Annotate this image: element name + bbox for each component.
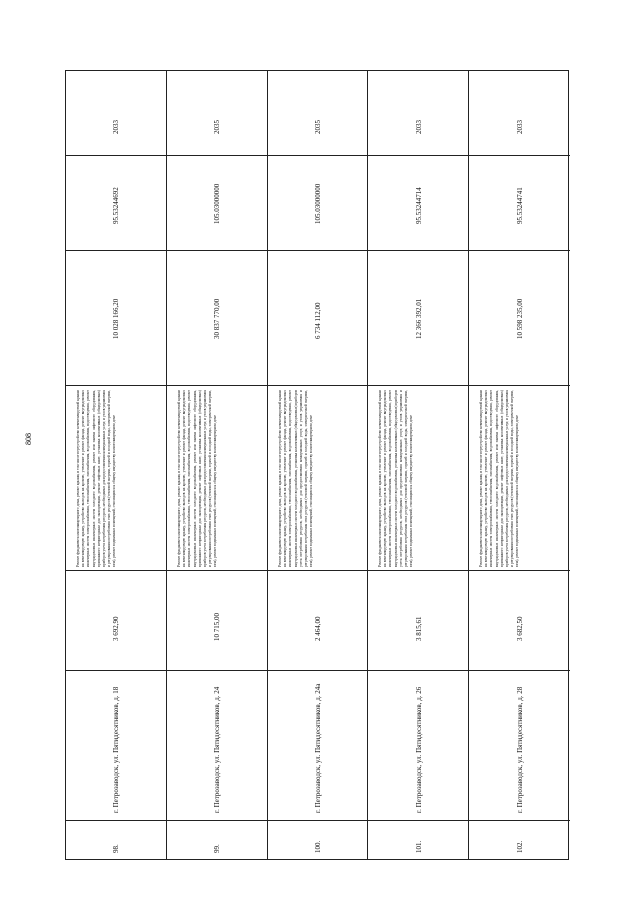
num-text: 99. <box>213 844 222 853</box>
cell-area <box>469 571 570 671</box>
cell-year <box>268 71 368 156</box>
cell-kbk <box>469 156 570 251</box>
kbk-text: 95.53244692 <box>112 186 121 224</box>
cell-area <box>167 571 267 671</box>
cell-address <box>469 671 570 821</box>
description-text: Ремонт фундамента многоквартирного дома, ремонт крыши, в том числе переустройство невентилируемой крыши на вентилируемую крышу, устройство выходов на кровлю, утепление и ремонт фасада, ремонт внутридомовых инженерных систем электроснабжения, теплоснабжения, газоснабжения, водоснабжения, водоотведения, ремонт внутридомовых инженерных систем холодного водоснабжения, ремонт или замена лифтового оборудования, признанного непригодным для эксплуатации, ремонт лифтовых шахт, установка коллективных (общедомовых) приборов учета потребления ресурсов, необходимых для предоставления коммунальных услуг, и узлов управления и регулирования потребления этих ресурсов (тепловой энергии, горячей и холодной воды, электрической энергии, газа), ремонт подвальных помещений, относящихся к общему имуществу в многоквартирном доме <box>176 390 218 567</box>
works-table <box>65 70 569 860</box>
area-text: 2 464,00 <box>313 616 322 641</box>
description-text: Ремонт фундамента многоквартирного дома, ремонт крыши, в том числе переустройство невентилируемой крыши на вентилируемую крышу, устройство выходов на кровлю, утепление и ремонт фасада, ремонт внутридомовых инженерных систем электроснабжения, теплоснабжения, газоснабжения, водоснабжения, водоотведения, ремонт внутридомовых инженерных систем холодного водоснабжения, установка коллективных (общедомовых) приборов учета потребления ресурсов, необходимых для предоставления коммунальных услуг, и узлов управления и регулирования потребления этих ресурсов (тепловой энергии, горячей и холодной воды, электрической энергии, газа), ремонт подвальных помещений, относящихся к общему имуществу в многоквартирном доме <box>378 390 414 567</box>
num-text: 98. <box>112 844 121 853</box>
area-text: 10 715,00 <box>213 613 222 641</box>
cell-address <box>368 671 468 821</box>
year-text: 2033 <box>112 119 121 134</box>
table-row <box>368 71 469 859</box>
cell-cost <box>368 251 468 386</box>
address-text: г. Петрозаводск, ул. Пятидесятников, д. 26 <box>414 686 423 813</box>
description-text: Ремонт фундамента многоквартирного дома, ремонт крыши, в том числе переустройство невентилируемой крыши на вентилируемую крышу, устройство выходов на кровлю, утепление и ремонт фасада, ремонт внутридомовых инженерных систем электроснабжения, теплоснабжения, газоснабжения, водоснабжения, водоотведения, ремонт внутридомовых инженерных систем холодного водоснабжения, ремонт или замена лифтового оборудования, признанного непригодным для эксплуатации, ремонт лифтовых шахт, установка коллективных (общедомовых) приборов учета потребления ресурсов, необходимых для предоставления коммунальных услуг, и узлов управления и регулирования потребления этих ресурсов (тепловой энергии, горячей и холодной воды, электрической энергии, газа), ремонт подвальных помещений, относящихся к общему имуществу в многоквартирном доме <box>479 390 520 567</box>
year-text: 2033 <box>515 119 524 134</box>
cell-address <box>167 671 267 821</box>
cost-text: 10 598 235,00 <box>515 298 524 339</box>
address-text: г. Петрозаводск, ул. Пятидесятников, д. 28 <box>515 686 524 813</box>
cell-area <box>368 571 468 671</box>
cell-num <box>268 821 368 861</box>
year-text: 2035 <box>313 119 322 134</box>
table-row <box>167 71 268 859</box>
table-row <box>66 71 167 859</box>
cell-area <box>268 571 368 671</box>
cell-address <box>66 671 166 821</box>
cell-num <box>469 821 570 861</box>
page-number: 808 <box>24 433 33 445</box>
cell-cost <box>469 251 570 386</box>
cell-kbk <box>268 156 368 251</box>
kbk-text: 95.53244741 <box>515 186 524 224</box>
description-text: Ремонт фундамента многоквартирного дома, ремонт крыши, в том числе переустройство невентилируемой крыши на вентилируемую крышу, устройство выходов на кровлю, утепление и ремонт фасада, ремонт внутридомовых инженерных систем электроснабжения, теплоснабжения, газоснабжения, водоснабжения, водоотведения, ремонт внутридомовых инженерных систем холодного водоснабжения, установка коллективных (общедомовых) приборов учета потребления ресурсов, необходимых для предоставления коммунальных услуг, и узлов управления и регулирования потребления этих ресурсов (тепловой энергии, горячей и холодной воды, электрической энергии, газа), ремонт подвальных помещений, относящихся к общему имуществу в многоквартирном доме <box>277 390 313 567</box>
cell-description <box>268 386 368 571</box>
area-text: 3 692,90 <box>112 616 121 641</box>
cell-year <box>167 71 267 156</box>
cell-description <box>167 386 267 571</box>
cost-text: 30 837 770,00 <box>213 298 222 339</box>
cell-kbk <box>368 156 468 251</box>
cell-description <box>66 386 166 571</box>
cell-cost <box>66 251 166 386</box>
description-text: Ремонт фундамента многоквартирного дома, ремонт крыши, в том числе переустройство невентилируемой крыши на вентилируемую крышу, устройство выходов на кровлю, утепление и ремонт фасада, ремонт внутридомовых инженерных систем электроснабжения, теплоснабжения, газоснабжения, водоснабжения, водоотведения, ремонт внутридомовых инженерных систем холодного водоснабжения, ремонт или замена лифтового оборудования, признанного непригодным для эксплуатации, ремонт лифтовых шахт, установка коллективных (общедомовых) приборов учета потребления ресурсов, необходимых для предоставления коммунальных услуг, и узлов управления и регулирования потребления этих ресурсов (тепловой энергии, горячей и холодной воды, электрической энергии, газа), ремонт подвальных помещений, относящихся к общему имуществу в многоквартирном доме <box>76 390 117 567</box>
cost-text: 6 734 112,00 <box>313 302 322 339</box>
cell-kbk <box>167 156 267 251</box>
table-row <box>469 71 570 859</box>
area-text: 3 682,50 <box>515 616 524 641</box>
cost-text: 10 028 166,20 <box>112 298 121 339</box>
address-text: г. Петрозаводск, ул. Пятидесятников, д. 18 <box>112 686 121 813</box>
num-text: 100. <box>313 840 322 853</box>
kbk-text: 105.03000000 <box>213 183 222 224</box>
kbk-text: 105.03000000 <box>313 183 322 224</box>
cell-description <box>368 386 468 571</box>
cell-year <box>368 71 468 156</box>
cell-year <box>469 71 570 156</box>
cell-num <box>167 821 267 861</box>
year-text: 2033 <box>414 119 423 134</box>
cell-year <box>66 71 166 156</box>
cost-text: 12 366 392,01 <box>414 298 423 339</box>
num-text: 102. <box>515 840 524 853</box>
cell-kbk <box>66 156 166 251</box>
cell-description <box>469 386 570 571</box>
cell-cost <box>268 251 368 386</box>
cell-num <box>368 821 468 861</box>
cell-cost <box>167 251 267 386</box>
cell-address <box>268 671 368 821</box>
table-row <box>268 71 369 859</box>
cell-area <box>66 571 166 671</box>
year-text: 2035 <box>213 119 222 134</box>
address-text: г. Петрозаводск, ул. Пятидесятников, д. 24а <box>313 683 322 813</box>
address-text: г. Петрозаводск, ул. Пятидесятников, д. 24 <box>213 686 222 813</box>
cell-num <box>66 821 166 861</box>
area-text: 3 815,61 <box>414 616 423 641</box>
kbk-text: 95.53244714 <box>414 186 423 224</box>
num-text: 101. <box>414 840 423 853</box>
